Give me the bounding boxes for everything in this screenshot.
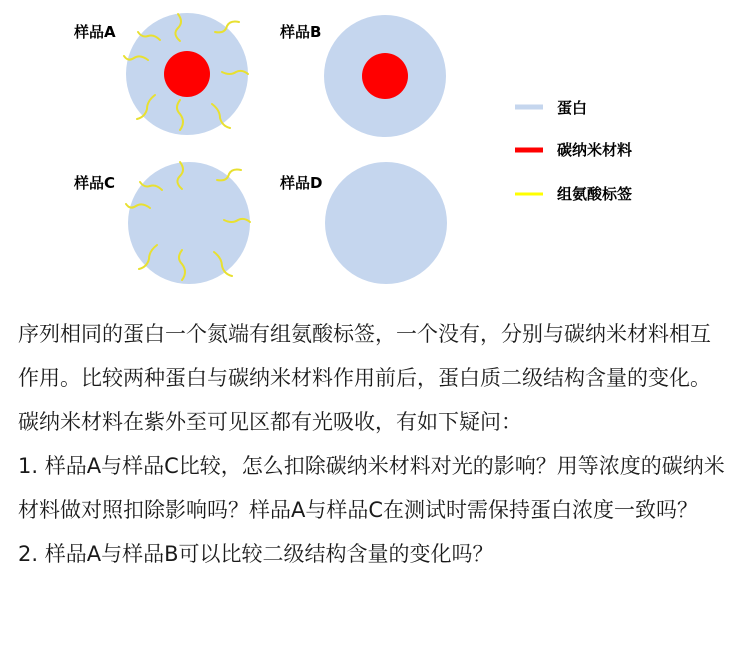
sample-a — [73, 13, 248, 135]
sample-a-carbon-nanomaterial — [164, 51, 210, 97]
sample-d — [279, 162, 447, 284]
legend-label-protein: 蛋白 — [557, 99, 588, 117]
sample-c — [73, 162, 250, 284]
sample-d-protein — [325, 162, 447, 284]
question-text — [18, 312, 728, 576]
legend-label-carbon-nanomaterial: 碳纳米材料 — [557, 141, 633, 159]
legend-label-his-tag: 组氨酸标签 — [557, 185, 633, 203]
sample-d-label: 样品D — [280, 174, 323, 192]
sample-b — [279, 15, 446, 137]
legend — [515, 99, 632, 203]
sample-b-carbon-nanomaterial — [362, 53, 408, 99]
question-1: 1. 样品A与样品C比较，怎么扣除碳纳米材料对光的影响？用等浓度的碳纳米材料做对照扣除影响吗？样品A与样品C在测试时需保持蛋白浓度一致吗？ — [18, 454, 725, 522]
question-2: 2. 样品A与样品B可以比较二级结构含量的变化吗？ — [18, 542, 494, 566]
sample-c-label: 样品C — [74, 174, 116, 192]
sample-diagram — [0, 0, 738, 300]
sample-a-label: 样品A — [74, 23, 116, 41]
intro-paragraph: 序列相同的蛋白一个氮端有组氨酸标签，一个没有，分别与碳纳米材料相互作用。比较两种蛋白与碳纳米材料作用前后，蛋白质二级结构含量的变化。碳纳米材料在紫外至可见区都有光吸收，有如下疑问： — [18, 322, 711, 434]
sample-b-label: 样品B — [280, 23, 322, 41]
